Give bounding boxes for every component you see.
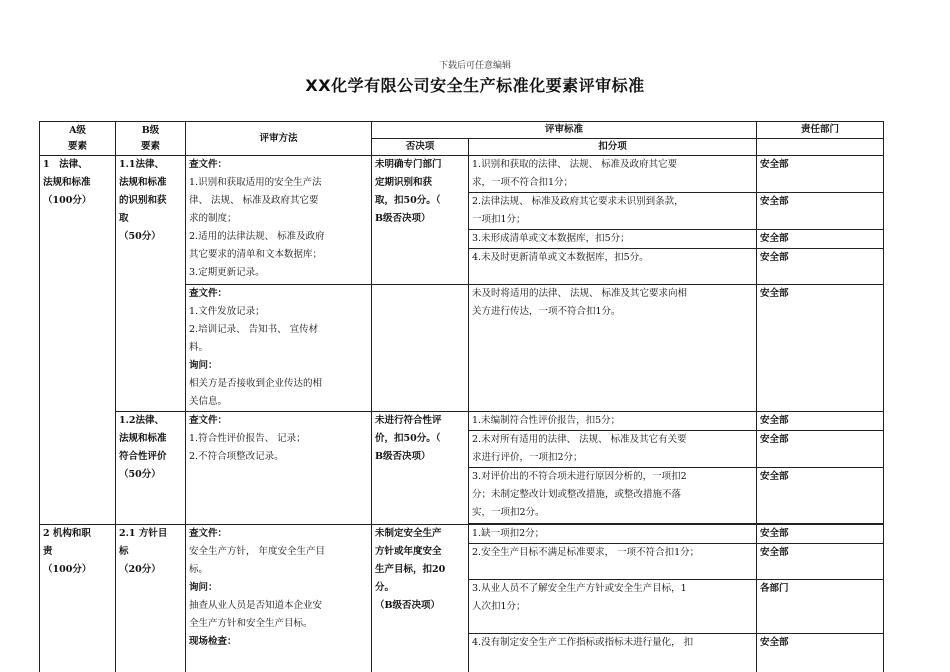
veto-cell-empty: [372, 285, 469, 412]
header-deduct: 扣分项: [469, 139, 757, 156]
page-title: XX化学有限公司安全生产标准化要素评审标准: [305, 76, 645, 95]
dept-cell: 安全部: [757, 634, 884, 672]
b-level-cell-1-2: 1.2法律、 法规和标准 符合性评价 （50分）: [116, 412, 186, 525]
veto-cell-2-1: 未制定安全生产 方针或年度安全 生产目标，扣20 分。 （B级否决项）: [372, 525, 469, 672]
deduct-cell-1-1-1: 1.识别和获取的法律、 法规、 标准及政府其它要 求，一项不符合扣1分；: [469, 156, 757, 193]
deduct-cell-1-2-1: 1.未编制符合性评价报告，扣5分；: [469, 412, 757, 431]
deduct-cell-1-2-2: 2.未对所有适用的法律、 法规、 标准及其它有关要 求进行评价，一项扣2分；: [469, 431, 757, 468]
method-cell-2-1: 查文件： 安全生产方针， 年度安全生产目 标。 询问： 抽查从业人员是否知道本企业安 全生产方针和安全生产目标。 现场检查：: [186, 525, 372, 672]
deduct-cell-1-1-2: 2.法律法规、 标准及政府其它要求未识别到条款， 一项扣1分；: [469, 193, 757, 230]
evaluation-table: [39, 121, 884, 672]
header-dept-empty: [757, 139, 884, 156]
b-level-cell-2-1: 2.1 方针目 标 （20分）: [116, 525, 186, 672]
dept-cell: 安全部: [757, 544, 884, 580]
deduct-cell-1-1-3: 3.未形成清单或文本数据库，扣5分；: [469, 230, 757, 249]
dept-cell: 各部门: [757, 580, 884, 634]
a-level-cell-1: 1 法律、 法规和标准 （100分）: [40, 156, 116, 525]
deduct-cell-2-1-1: 1.缺一项扣2分；: [469, 525, 757, 544]
table-row: [40, 412, 884, 431]
table-row: [40, 525, 884, 544]
deduct-cell-1-2-3: 3.对评价出的不符合项未进行原因分析的，一项扣2 分；未制定整改计划或整改措施，或整改措施不落 实，一项扣2分。: [469, 468, 757, 524]
dept-cell: 安全部: [757, 412, 884, 431]
a-level-cell-2: 2 机构和职 责 （100分）: [40, 525, 116, 672]
method-cell-1-1a: 查文件： 1.识别和获取适用的安全生产法 律、 法规、 标准及政府其它要 求的制度； 2.适用的法律法规、 标准及政府 其它要求的清单和文本数据库； 3.定期更新记录。: [186, 156, 372, 285]
deduct-cell-2-1-4: 4.没有制定安全生产工作指标或指标未进行量化， 扣: [469, 634, 757, 672]
header-veto: 否决项: [372, 139, 469, 156]
deduct-cell-2-1-2: 2.安全生产目标不满足标准要求， 一项不符合扣1分；: [469, 544, 757, 580]
dept-cell: 安全部: [757, 431, 884, 468]
dept-cell: 安全部: [757, 249, 884, 285]
dept-cell: 安全部: [757, 193, 884, 230]
deduct-cell-2-1-3: 3.从业人员不了解安全生产方针或安全生产目标，1 人次扣1分；: [469, 580, 757, 634]
veto-cell-1-1: 未明确专门部门 定期识别和获 取，扣50分。（ B级否决项）: [372, 156, 469, 285]
header-b-level: B级 要素: [116, 122, 186, 156]
header-note: 下载后可任意编辑: [438, 61, 511, 71]
b-level-cell-1-1: 1.1法律、 法规和标准 的识别和获 取 （50分）: [116, 156, 186, 412]
veto-cell-1-2: 未进行符合性评 价，扣50分。（ B级否决项）: [372, 412, 469, 525]
dept-cell: 安全部: [757, 285, 884, 412]
header-dept: 责任部门: [757, 122, 884, 139]
deduct-cell-1-1-5: 未及时将适用的法律、 法规、 标准及其它要求向相 关方进行传达，一项不符合扣1分。: [469, 285, 757, 412]
dept-cell: 安全部: [757, 156, 884, 193]
dept-cell: 安全部: [757, 525, 884, 544]
method-cell-1-1b: 查文件： 1.文件发放记录； 2.培训记录、 告知书、 宣传材 料。 询问： 相关方是否接收到企业传达的相 关信息。: [186, 285, 372, 412]
deduct-cell-1-1-4: 4.未及时更新清单或文本数据库，扣5分。: [469, 249, 757, 285]
header-a-level: A级 要素: [40, 122, 116, 156]
header-standard: 评审标准: [372, 122, 757, 139]
table-row: [40, 156, 884, 193]
header-method: 评审方法: [186, 122, 372, 156]
dept-cell: 安全部: [757, 468, 884, 524]
method-cell-1-2: 查文件： 1.符合性评价报告、 记录； 2.不符合项整改记录。: [186, 412, 372, 525]
dept-cell: 安全部: [757, 230, 884, 249]
header-row-1: [40, 122, 884, 139]
